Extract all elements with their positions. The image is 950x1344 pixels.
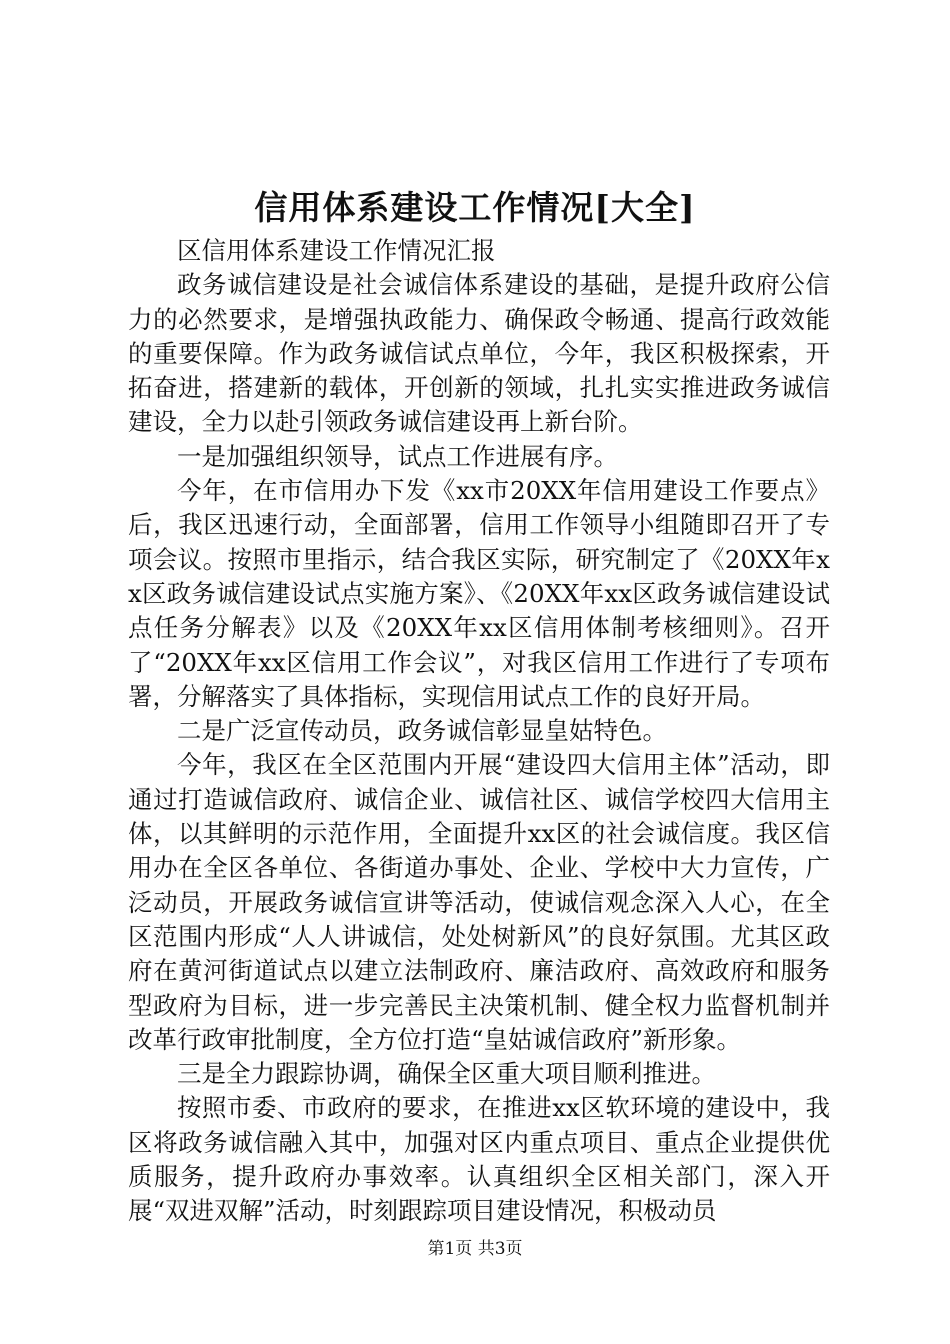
page-number-footer: 第1页 共3页: [427, 1239, 523, 1259]
document-body: [128, 234, 830, 1229]
paragraph: 政务诚信建设是社会诚信体系建设的基础，是提升政府公信力的必然要求，是增强执政能力、确保政令畅通、提高行政效能的重要保障。作为政务诚信试点单位，今年，我区积极探索，开拓奋进，搭建新的载体，开创新的领域，扎扎实实推进政务诚信建设，全力以赴引领政务诚信建设再上新台阶。: [128, 270, 830, 437]
paragraph: 今年，在市信用办下发《xx市20XX年信用建设工作要点》后，我区迅速行动，全面部署，信用工作领导小组随即召开了专项会议。按照市里指示，结合我区实际，研究制定了《20XX年xx区政务诚信建设试点实施方案》、《20XX年xx区政务诚信建设试点任务分解表》以及《20XX年xx区信用体制考核细则》。召开了“20XX年xx区信用工作会议”，对我区信用工作进行了专项布署，分解落实了具体指标，实现信用试点工作的良好开局。: [128, 476, 830, 711]
section-heading: 三是全力跟踪协调，确保全区重大项目顺利推进。: [177, 1059, 716, 1089]
section-heading: 一是加强组织领导，试点工作进展有序。: [177, 441, 618, 471]
paragraph: 按照市委、市政府的要求，在推进xx区软环境的建设中，我区将政务诚信融入其中，加强对区内重点项目、重点企业提供优质服务，提升政府办事效率。认真组织全区相关部门，深入开展“双进双解”活动，时刻跟踪项目建设情况，积极动员: [128, 1093, 830, 1226]
paragraph: 今年，我区在全区范围内开展“建设四大信用主体”活动，即通过打造诚信政府、诚信企业、诚信社区、诚信学校四大信用主体，以其鲜明的示范作用，全面提升xx区的社会诚信度。我区信用办在全区各单位、各街道办事处、企业、学校中大力宣传，广泛动员，开展政务诚信宣讲等活动，使诚信观念深入人心，在全区范围内形成“人人讲诚信，处处树新风”的良好氛围。尤其区政府在黄河街道试点以建立法制政府、廉洁政府、高效政府和服务型政府为目标，进一步完善民主决策机制、健全权力监督机制并改革行政审批制度，全方位打造“皇姑诚信政府”新形象。: [128, 750, 830, 1054]
paragraph-subtitle: 区信用体系建设工作情况汇报: [177, 236, 496, 265]
section-heading: 二是广泛宣传动员，政务诚信彰显皇姑特色。: [177, 716, 667, 746]
document-title: 信用体系建设工作情况[大全]: [254, 188, 696, 227]
